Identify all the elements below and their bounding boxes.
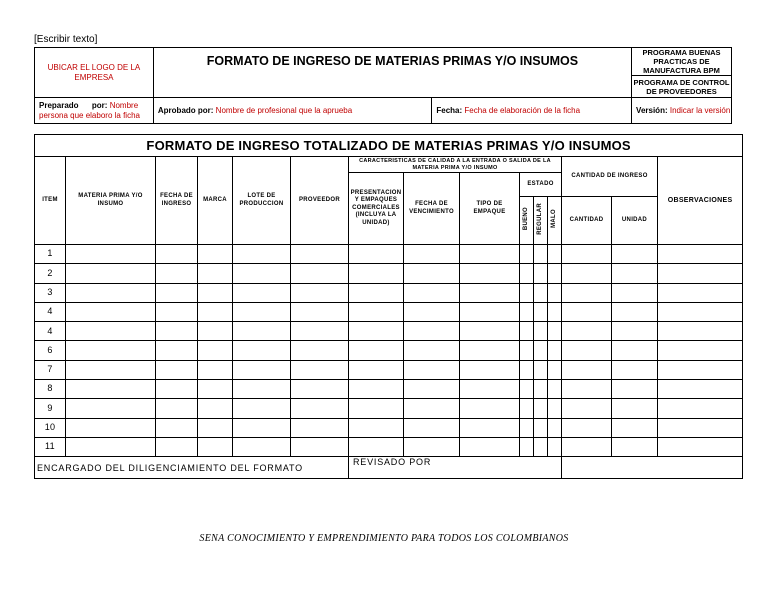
row-cell[interactable] [349,302,404,321]
row-cell[interactable] [562,283,612,302]
row-cell[interactable] [291,360,349,379]
row-cell[interactable] [520,399,534,418]
row-cell[interactable] [404,264,460,283]
table-row [35,360,743,379]
table-row [35,302,743,321]
row-cell[interactable] [534,418,548,437]
col-bueno [520,197,534,245]
row-cell[interactable] [198,418,233,437]
row-cell[interactable] [534,264,548,283]
row-cell[interactable] [291,283,349,302]
table-row [35,380,743,399]
row-cell[interactable] [460,418,520,437]
approved-by-cell [153,98,431,124]
intake-form-table [34,134,743,479]
row-cell[interactable] [460,283,520,302]
row-cell[interactable] [460,380,520,399]
row-number: 4 [35,302,66,321]
row-cell[interactable] [520,245,534,264]
table-row [35,245,743,264]
row-cell[interactable] [534,380,548,399]
approved-value: Nombre de profesional que la aprueba [215,106,353,115]
row-cell[interactable] [404,302,460,321]
row-number: 6 [35,341,66,360]
row-cell[interactable] [658,245,743,264]
row-cell[interactable] [548,399,562,418]
row-number: 11 [35,437,66,456]
row-cell[interactable] [404,399,460,418]
approved-label: Aprobado por: [157,106,214,115]
row-cell[interactable] [658,341,743,360]
row-cell[interactable] [460,341,520,360]
row-cell[interactable] [198,399,233,418]
row-cell[interactable] [460,322,520,341]
row-cell[interactable] [562,302,612,321]
row-cell[interactable] [534,302,548,321]
row-cell[interactable] [612,437,658,456]
col-malo-label: MALO [550,209,557,229]
row-cell[interactable] [548,380,562,399]
col-caracteristicas: CARACTERISTICAS DE CALIDAD A LA ENTRADA O SALIDA DE LA MATERIA PRIMA Y/O INSUMO [349,157,562,173]
row-cell[interactable] [534,437,548,456]
version-cell [632,98,732,124]
row-number: 3 [35,283,66,302]
col-unidad: UNIDAD [612,197,658,245]
row-cell[interactable] [612,418,658,437]
row-cell[interactable] [233,245,291,264]
row-cell[interactable] [520,380,534,399]
col-bueno-label: BUENO [522,207,529,231]
row-cell[interactable] [291,380,349,399]
col-regular [534,197,548,245]
row-cell[interactable] [349,360,404,379]
row-cell[interactable] [658,322,743,341]
row-cell[interactable] [66,418,156,437]
row-cell[interactable] [66,322,156,341]
row-cell[interactable] [562,264,612,283]
row-cell[interactable] [198,322,233,341]
row-cell[interactable] [404,245,460,264]
row-cell[interactable] [198,341,233,360]
col-estado: ESTADO [520,173,562,197]
row-cell[interactable] [349,341,404,360]
col-regular-label: REGULAR [536,202,543,235]
prepared-by-cell [35,98,154,124]
row-cell[interactable] [156,380,198,399]
row-number: 4 [35,322,66,341]
row-cell[interactable] [66,264,156,283]
row-cell[interactable] [233,322,291,341]
row-cell[interactable] [548,264,562,283]
row-cell[interactable] [658,302,743,321]
row-cell[interactable] [520,283,534,302]
row-cell[interactable] [548,302,562,321]
row-cell[interactable] [562,399,612,418]
row-cell[interactable] [548,418,562,437]
prepared-value: Nombre persona que elaboro la ficha [39,100,140,120]
row-cell[interactable] [291,264,349,283]
row-cell[interactable] [156,283,198,302]
row-cell[interactable] [349,380,404,399]
row-cell[interactable] [404,360,460,379]
row-cell[interactable] [520,341,534,360]
row-cell[interactable] [612,380,658,399]
row-cell[interactable] [562,245,612,264]
row-cell[interactable] [156,302,198,321]
table-row [35,264,743,283]
row-cell[interactable] [156,245,198,264]
row-cell[interactable] [520,437,534,456]
row-cell[interactable] [562,341,612,360]
col-fecha-ingreso: FECHA DE INGRESO [156,157,198,245]
row-cell[interactable] [562,418,612,437]
row-number: 2 [35,264,66,283]
row-cell[interactable] [291,437,349,456]
row-cell[interactable] [198,264,233,283]
row-cell[interactable] [404,322,460,341]
table-row [35,322,743,341]
row-cell[interactable] [66,437,156,456]
row-cell[interactable] [534,322,548,341]
row-cell[interactable] [291,341,349,360]
row-cell[interactable] [548,322,562,341]
row-cell[interactable] [66,360,156,379]
row-cell[interactable] [156,360,198,379]
logo-placeholder: UBICAR EL LOGO DE LA EMPRESA [35,48,154,98]
row-cell[interactable] [520,264,534,283]
row-cell[interactable] [548,437,562,456]
row-cell[interactable] [548,245,562,264]
col-vencimiento: FECHA DE VENCIMIENTO [404,173,460,245]
date-value: Fecha de elaboración de la ficha [464,106,581,115]
row-cell[interactable] [548,283,562,302]
row-cell[interactable] [291,322,349,341]
row-cell[interactable] [658,418,743,437]
row-cell[interactable] [460,399,520,418]
col-malo [548,197,562,245]
row-cell[interactable] [233,283,291,302]
row-cell[interactable] [612,399,658,418]
row-cell[interactable] [66,380,156,399]
row-cell[interactable] [233,418,291,437]
row-cell[interactable] [562,380,612,399]
version-value: Indicar la versión [669,106,731,115]
row-cell[interactable] [66,245,156,264]
row-cell[interactable] [534,341,548,360]
row-cell[interactable] [534,283,548,302]
row-cell[interactable] [66,302,156,321]
row-cell[interactable] [612,264,658,283]
document-header [34,47,732,124]
row-cell[interactable] [460,264,520,283]
row-cell[interactable] [233,399,291,418]
row-cell[interactable] [404,341,460,360]
row-cell[interactable] [349,283,404,302]
row-cell[interactable] [349,418,404,437]
table-row [35,341,743,360]
row-number: 1 [35,245,66,264]
row-number: 8 [35,380,66,399]
row-cell[interactable] [612,360,658,379]
row-cell[interactable] [658,437,743,456]
row-cell[interactable] [520,418,534,437]
row-cell[interactable] [198,437,233,456]
row-cell[interactable] [156,322,198,341]
row-cell[interactable] [156,399,198,418]
row-cell[interactable] [562,360,612,379]
row-cell[interactable] [66,399,156,418]
col-marca: MARCA [198,157,233,245]
row-cell[interactable] [612,302,658,321]
row-cell[interactable] [520,322,534,341]
col-cantidad-ingreso: CANTIDAD DE INGRESO [562,157,658,197]
row-cell[interactable] [291,399,349,418]
row-cell[interactable] [291,245,349,264]
col-tipo-empaque: TIPO DE EMPAQUE [460,173,520,245]
row-cell[interactable] [460,360,520,379]
row-cell[interactable] [520,360,534,379]
row-cell[interactable] [233,341,291,360]
row-cell[interactable] [548,341,562,360]
row-cell[interactable] [349,264,404,283]
row-cell[interactable] [658,283,743,302]
row-cell[interactable] [349,437,404,456]
placeholder-text: [Escribir texto] [34,34,98,45]
row-cell[interactable] [658,264,743,283]
row-cell[interactable] [156,264,198,283]
row-cell[interactable] [612,322,658,341]
row-cell[interactable] [156,418,198,437]
col-cantidad: CANTIDAD [562,197,612,245]
col-lote: LOTE DE PRODUCCION [233,157,291,245]
table-row [35,399,743,418]
program-bpm: PROGRAMA BUENAS PRACTICAS DE MANUFACTURA BPM [632,48,732,76]
row-cell[interactable] [349,399,404,418]
row-number: 7 [35,360,66,379]
row-cell[interactable] [233,437,291,456]
row-cell[interactable] [658,380,743,399]
table-row [35,437,743,456]
row-cell[interactable] [534,399,548,418]
revisado-label: REVISADO POR [349,457,562,479]
row-cell[interactable] [460,437,520,456]
row-cell[interactable] [658,360,743,379]
row-cell[interactable] [404,283,460,302]
row-cell[interactable] [291,302,349,321]
date-cell [432,98,632,124]
col-materia: MATERIA PRIMA Y/O INSUMO [66,157,156,245]
row-cell[interactable] [233,302,291,321]
row-cell[interactable] [562,322,612,341]
table-row [35,283,743,302]
row-cell[interactable] [612,245,658,264]
row-cell[interactable] [156,437,198,456]
row-cell[interactable] [534,245,548,264]
table-row [35,418,743,437]
row-cell[interactable] [198,360,233,379]
row-cell[interactable] [198,302,233,321]
row-cell[interactable] [404,380,460,399]
row-cell[interactable] [198,283,233,302]
row-cell[interactable] [460,245,520,264]
row-number: 9 [35,399,66,418]
row-cell[interactable] [460,302,520,321]
row-cell[interactable] [562,437,612,456]
row-cell[interactable] [404,437,460,456]
row-cell[interactable] [612,341,658,360]
row-cell[interactable] [156,341,198,360]
footer-slogan: SENA CONOCIMIENTO Y EMPRENDIMIENTO PARA TODOS LOS COLOMBIANOS [199,533,569,544]
col-proveedor: PROVEEDOR [291,157,349,245]
program-control: PROGRAMA DE CONTROL DE PROVEEDORES [633,77,730,96]
col-presentacion: PRESENTACION Y EMPAQUES COMERCIALES (INCLUYA LA UNIDAD) [349,173,404,245]
prepared-label: Preparado por: [39,100,108,110]
row-cell[interactable] [233,264,291,283]
row-cell[interactable] [548,360,562,379]
version-label: Versión: [636,106,668,115]
row-cell[interactable] [520,302,534,321]
col-item: ITEM [35,157,66,245]
row-cell[interactable] [349,322,404,341]
row-cell[interactable] [233,360,291,379]
row-cell[interactable] [198,245,233,264]
row-cell[interactable] [658,399,743,418]
row-cell[interactable] [233,380,291,399]
row-cell[interactable] [198,380,233,399]
col-observaciones: OBSERVACIONES [658,157,743,245]
row-cell[interactable] [349,245,404,264]
row-cell[interactable] [66,283,156,302]
row-cell[interactable] [612,283,658,302]
row-cell[interactable] [66,341,156,360]
row-cell[interactable] [404,418,460,437]
document-title: FORMATO DE INGRESO DE MATERIAS PRIMAS Y/O INSUMOS [153,48,631,98]
revisado-signature[interactable] [562,457,743,479]
encargado-label: ENCARGADO DEL DILIGENCIAMIENTO DEL FORMATO [35,457,349,479]
row-number: 10 [35,418,66,437]
row-cell[interactable] [291,418,349,437]
row-cell[interactable] [534,360,548,379]
date-label: Fecha: [436,106,463,115]
form-title: FORMATO DE INGRESO TOTALIZADO DE MATERIAS PRIMAS Y/O INSUMOS [35,135,743,157]
